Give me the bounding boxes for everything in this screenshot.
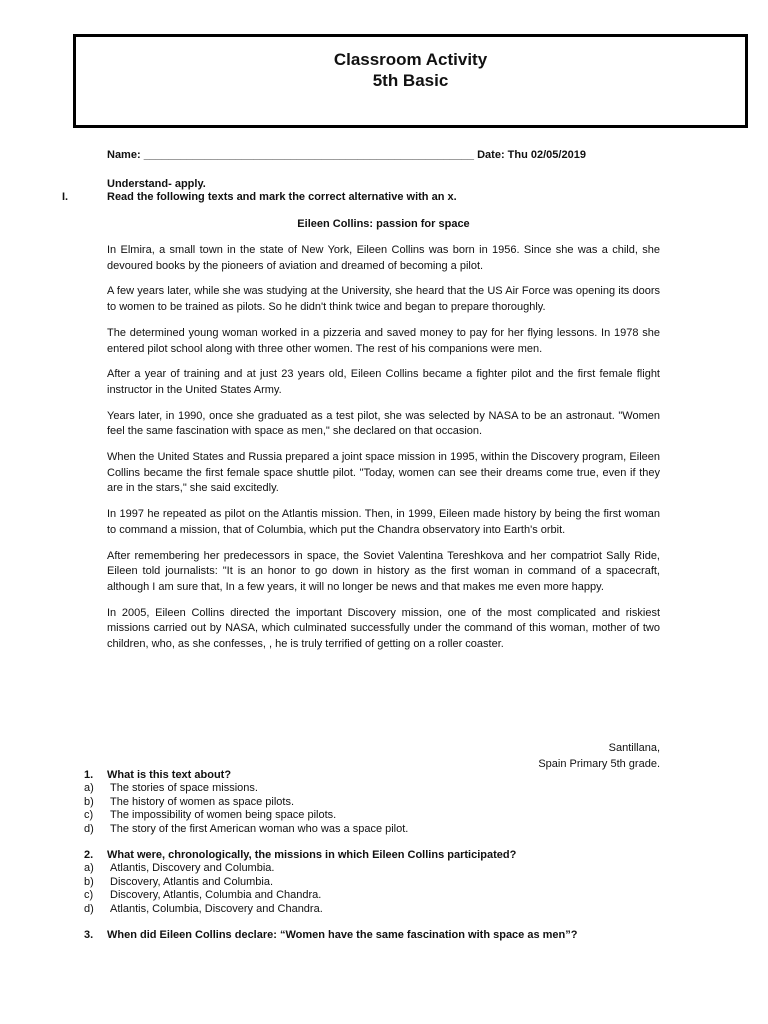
option-text: Atlantis, Discovery and Columbia. xyxy=(110,862,275,874)
reading-title: Eileen Collins: passion for space xyxy=(297,218,470,230)
answer-option[interactable] xyxy=(84,782,674,796)
source-publisher: Santillana, xyxy=(608,742,660,754)
paragraph: After remembering her predecessors in space, the Soviet Valentina Tereshkova and her compatriot Sally Ride, Eileen told journalists: "It is an honor to go down in history as the first woman in command of a spacecraft, although I am sure that, In a few years, it will no longer be news and that makes me even more happy. xyxy=(107,549,660,593)
option-letter: b) xyxy=(84,795,94,808)
option-text: Discovery, Atlantis and Columbia. xyxy=(110,875,274,888)
question-text: What were, chronologically, the missions in which Eileen Collins participated? xyxy=(107,849,517,861)
answer-option[interactable] xyxy=(84,862,674,876)
question-number: 3. xyxy=(84,929,94,941)
answer-option[interactable] xyxy=(84,889,674,903)
option-text: Atlantis, Columbia, Discovery and Chandra. xyxy=(110,902,323,915)
section-number: I. xyxy=(62,191,69,203)
date-text: Date: Thu 02/05/2019 xyxy=(474,149,586,161)
name-blank-line: ______________________________________________________ xyxy=(143,149,475,161)
reading-text xyxy=(107,243,660,663)
section-instruction: Read the following texts and mark the correct alternative with an x. xyxy=(107,191,457,203)
paragraph: The determined young woman worked in a pizzeria and saved money to pay for her flying lessons. In 1978 she entered pilot school along with three other women. The rest of his companions were men. xyxy=(107,326,660,355)
section-subtitle: Understand- apply. xyxy=(107,178,206,190)
name-date-row xyxy=(107,149,586,161)
paragraph: In 1997 he repeated as pilot on the Atlantis mission. Then, in 1999, Eileen made history by being the first woman to command a mission, that of Columbia, which put the Chandra observatory into Earth's orbit. xyxy=(107,508,660,536)
answer-option[interactable] xyxy=(84,796,674,810)
question-item xyxy=(84,768,674,836)
option-letter: b) xyxy=(84,875,94,888)
question-item xyxy=(84,848,674,916)
answer-option[interactable] xyxy=(84,823,674,837)
question-text: What is this text about? xyxy=(107,769,232,781)
question-item xyxy=(84,928,674,942)
paragraph: A few years later, while she was studying at the University, she heard that the US Air Force was opening its doors to women to be trained as pilots. So he didn't think twice and began to prepare thoroughly. xyxy=(107,285,660,314)
option-letter: d) xyxy=(84,902,94,915)
grade-level: 5th Basic xyxy=(372,71,449,90)
option-letter: d) xyxy=(84,822,94,835)
answer-option[interactable] xyxy=(84,876,674,890)
paragraph: After a year of training and at just 23 years old, Eileen Collins became a fighter pilot and the first female flight instructor in the United States Army. xyxy=(107,368,660,396)
answer-option[interactable] xyxy=(84,809,674,823)
question-stem xyxy=(84,848,674,862)
question-number: 2. xyxy=(84,849,94,861)
source-grade: Spain Primary 5th grade. xyxy=(538,757,660,770)
question-number: 1. xyxy=(84,769,94,781)
question-stem xyxy=(84,768,674,782)
option-letter: c) xyxy=(84,809,94,821)
paragraph: Years later, in 1990, once she graduated as a test pilot, she was selected by NASA to be an astronaut. "Women feel the same fascination with space as men," she declared on that occasion. xyxy=(107,409,660,438)
answer-option[interactable] xyxy=(84,903,674,917)
option-letter: a) xyxy=(84,782,94,794)
paragraph: In 2005, Eileen Collins directed the important Discovery mission, one of the most complicated and riskiest missions carried out by NASA, which culminated successfully under the command of this woman, mother of two children, who, as she confesses, , he is truly terrified of getting on a roller coaster. xyxy=(107,606,660,651)
option-letter: a) xyxy=(84,862,94,874)
question-stem xyxy=(84,928,674,942)
option-text: The stories of space missions. xyxy=(110,782,258,794)
option-text: Discovery, Atlantis, Columbia and Chandra. xyxy=(110,889,322,901)
name-label: Name: xyxy=(107,149,144,161)
option-text: The history of women as space pilots. xyxy=(110,795,295,808)
worksheet-title: Classroom Activity xyxy=(333,50,488,69)
paragraph: In Elmira, a small town in the state of New York, Eileen Collins was born in 1956. Since she was a child, she devoured books by the pioneers of aviation and dreamed of becoming a pilot. xyxy=(107,244,660,272)
paragraph: When the United States and Russia prepared a joint space mission in 1995, within the Discovery program, Eileen Collins became the first female space shuttle pilot. "Today, women can see their dreams come true, even if they are in the stars," she said excitedly. xyxy=(107,451,660,495)
option-letter: c) xyxy=(84,889,94,901)
question-text: When did Eileen Collins declare: “Women have the same fascination with space as men”? xyxy=(107,929,578,941)
option-text: The impossibility of women being space pilots. xyxy=(110,809,337,821)
option-text: The story of the first American woman who was a space pilot. xyxy=(110,822,409,835)
question-list xyxy=(84,768,674,954)
title-box xyxy=(73,34,748,128)
